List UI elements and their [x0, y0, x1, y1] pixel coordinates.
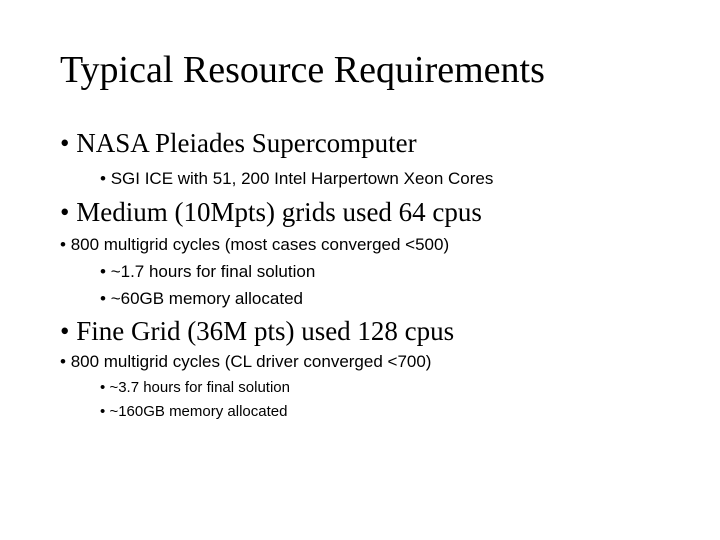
bullet-text: Fine Grid (36M pts) used 128 cpus	[76, 316, 455, 346]
bullet-level1	[60, 316, 454, 347]
bullet-text: Medium (10Mpts) grids used 64 cpus	[76, 197, 482, 227]
bullet-icon: •	[60, 128, 70, 158]
bullet-level2	[60, 235, 449, 255]
bullet-icon: •	[100, 262, 106, 281]
bullet-icon: •	[100, 289, 106, 308]
bullet-text: ~1.7 hours for final solution	[110, 262, 316, 281]
bullet-text: ~160GB memory allocated	[109, 403, 288, 420]
bullet-text: ~60GB memory allocated	[110, 289, 303, 308]
bullet-icon: •	[60, 352, 66, 371]
bullet-level2	[100, 169, 493, 189]
bullet-text: 800 multigrid cycles (CL driver converged <700)	[70, 352, 432, 371]
bullet-level1	[60, 128, 417, 159]
bullet-text: NASA Pleiades Supercomputer	[76, 128, 417, 158]
bullet-icon: •	[100, 169, 106, 188]
bullet-icon: •	[60, 197, 70, 227]
bullet-level3	[100, 379, 290, 396]
bullet-level3	[100, 289, 303, 309]
bullet-text: ~3.7 hours for final solution	[109, 379, 290, 396]
bullet-icon: •	[100, 403, 106, 420]
bullet-icon: •	[100, 379, 106, 396]
slide-title: Typical Resource Requirements	[60, 49, 545, 91]
bullet-level1	[60, 197, 482, 228]
bullet-level3	[100, 262, 315, 282]
bullet-text: 800 multigrid cycles (most cases converged <500)	[70, 235, 450, 254]
bullet-icon: •	[60, 316, 70, 346]
bullet-level3	[100, 403, 287, 420]
bullet-icon: •	[60, 235, 66, 254]
bullet-text: SGI ICE with 51, 200 Intel Harpertown Xeon Cores	[110, 169, 494, 188]
bullet-level2	[60, 352, 431, 372]
